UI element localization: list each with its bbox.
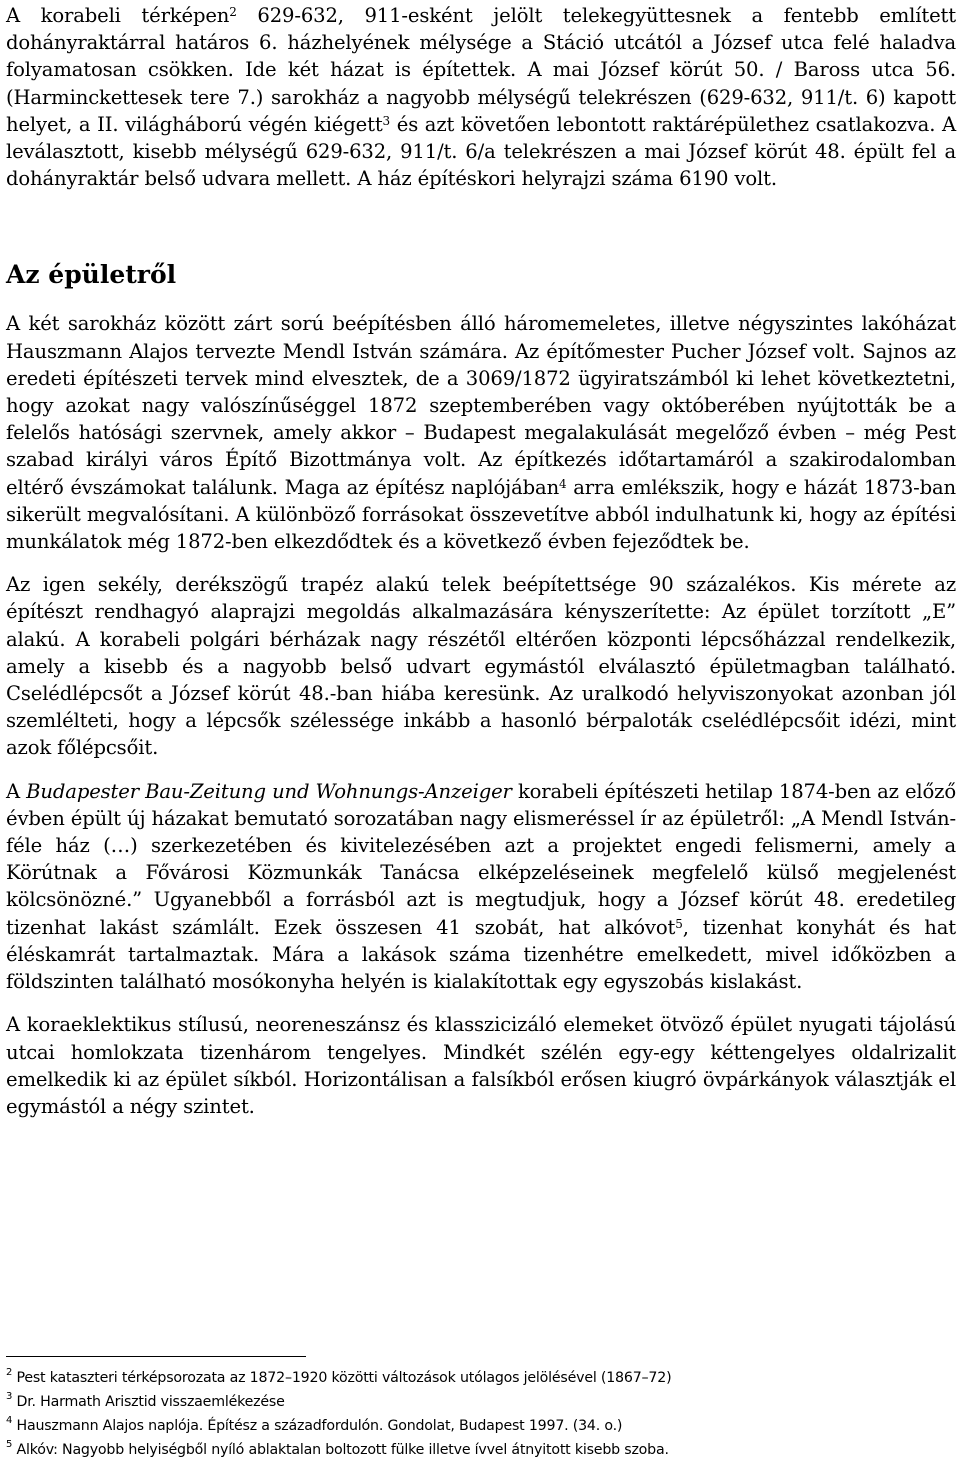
footnote-ref[interactable]: 4 xyxy=(559,476,567,491)
footnote-divider xyxy=(6,1356,306,1357)
footnote-text: Dr. Harmath Arisztid visszaemlékezése xyxy=(12,1394,285,1410)
footnote-3 xyxy=(6,1393,285,1411)
paragraph-text: A korabeli térképen xyxy=(6,4,230,27)
paragraph-text: A xyxy=(6,779,27,803)
footnote-4 xyxy=(6,1417,622,1435)
footnote-number: 5 xyxy=(6,1439,13,1450)
footnote-number: 3 xyxy=(6,1391,13,1402)
paragraph-facade: A koraeklektikus stílusú, neoreneszánsz és klasszicizáló elemeket ötvöző épület nyugati tájolású utcai homlokzata tizenhárom tengelyes. Mindkét szélén egy-egy kéttengelyes oldalrizalit emelkedik ki az épület síkból. Horizontálisan a falsíkból erősen kiugró övpárkányok választják el egymástól a négy szintet. xyxy=(6,1013,956,1118)
footnote-number: 2 xyxy=(6,1367,13,1378)
paragraph-text: A két sarokház között zárt sorú beépítésben álló háromemeletes, illetve négyszintes lakóházat Hauszmann Alajos tervezte Mendl István számára. Az építőmester Pucher József volt. Sajnos az eredeti építészeti tervek mind elvesztek, de a 3069/1872 ügyiratszámból ki lehet következtetni, hogy azokat nagy valószínűséggel 1872 szeptemberében vagy októberében nyújtották be a felelős hatósági szervnek, amely akkor – Budapest megalakulását megelőző évben – még Pest szabad királyi város Építő Bizottmánya volt. Az építkezés időtartamáról a szakirodalomban eltérő évszámokat találunk. Maga az építész naplójában xyxy=(6,312,956,499)
footnote-number: 4 xyxy=(6,1415,13,1426)
document-page xyxy=(6,2,956,1120)
paragraph-text: 629-632, 911-esként jelölt telekegyüttesnek a fentebb említett dohányraktárral határos 6. házhelyének mélysége a Stáció utcától a József utca felé haladva folyamatosan csökken. Ide két házat is építettek. A mai József körút 50. / Baross utca 56. (Harminckettesek tere 7.) sarokház a nagyobb mélységű telekrészen (629-632, 911/t. 6) kapott helyet, a II. világháború végén kiégett xyxy=(6,4,956,136)
paragraph-text: , tizenhat konyhát és hat éléskamrát tartalmaztak. Mára a lakások száma tizenhétre emelkedett, mivel időközben a földszinten található mosókonyha helyén is kialakítottak egy egyszobás kislakást. xyxy=(6,915,956,994)
paragraph-plot: Az igen sekély, derékszögű trapéz alakú telek beépítettsége 90 százalékos. Kis mérete az építészt rendhagyó alaprajzi megoldás alkalmazására kényszerítette: Az épület torzított „E” alakú. A korabeli polgári bérházak nagy részétől eltérően központi lépcsőházzal rendelkezik, amely a kisebb és a nagyobb belső udvart egymástól elválasztó épületmagban található. Cselédlépcsőt a József körút 48.-ban hiába keresünk. Az uralkodó helyviszonyokat azonban jól szemlélteti, hogy a lépcsők szélessége inkább a hasonló bérpaloták cselédlépcsőit idézi, mint azok főlépcsőit. xyxy=(6,573,956,760)
paragraph-text: arra emlékszik, hogy e házát 1873-ban sikerült megvalósítani. A különböző forrásokat összevetítve abból indulhatunk ki, hogy az építési munkálatok még 1872-ben elkezdődtek és a következő évben fejeződtek be. xyxy=(6,475,956,554)
paragraph-intro xyxy=(6,2,956,192)
footnote-ref[interactable]: 3 xyxy=(382,113,391,128)
footnote-ref[interactable]: 2 xyxy=(229,5,237,19)
paragraph-text: és azt követően lebontott raktárépülethez csatlakozva. A leválasztott, kisebb mélységű 629-632, 911/t. 6/a telekrészen a mai József körút 48. épült fel a dohányraktár belső udvara mellett. A ház építéskori helyrajzi száma 6190 volt. xyxy=(6,112,956,191)
paragraph-text: korabeli építészeti hetilap 1874-ben az előző évben épült új házakat bemutató sorozatában nagy elismeréssel ír az épületről: „A Mendl István-féle ház (…) szerkezetében és kivitelezésében azt a projektet engedi felismerni, amely a Körútnak a Fővárosi Közmunkák Tanácsa elképzeléseinek megfelelő külső megjelenést kölcsönözné.” Ugyanebből a forrásból azt is megtudjuk, hogy a József körút 48. eredetileg tizenhat lakást számlált. Ezek összesen 41 szobát, hat alkóvot xyxy=(6,779,956,939)
publication-title: Budapester Bau-Zeitung und Wohnungs-Anzeiger xyxy=(26,779,512,803)
paragraph-press xyxy=(6,778,956,996)
section-heading: Az épületről xyxy=(6,260,177,290)
paragraph-architect xyxy=(6,310,956,555)
footnote-text: Pest kataszteri térképsorozata az 1872–1920 közötti változások utólagos jelölésével (1867–72) xyxy=(12,1370,672,1386)
footnote-5 xyxy=(6,1441,669,1459)
footnote-ref[interactable]: 5 xyxy=(675,916,683,931)
footnote-text: Hauszmann Alajos naplója. Építész a századfordulón. Gondolat, Budapest 1997. (34. o.) xyxy=(12,1418,623,1434)
footnote-2 xyxy=(6,1369,671,1387)
footnote-text: Alkóv: Nagyobb helyiségből nyíló ablaktalan boltozott fülke illetve ívvel átnyitott kisebb szoba. xyxy=(12,1442,669,1458)
